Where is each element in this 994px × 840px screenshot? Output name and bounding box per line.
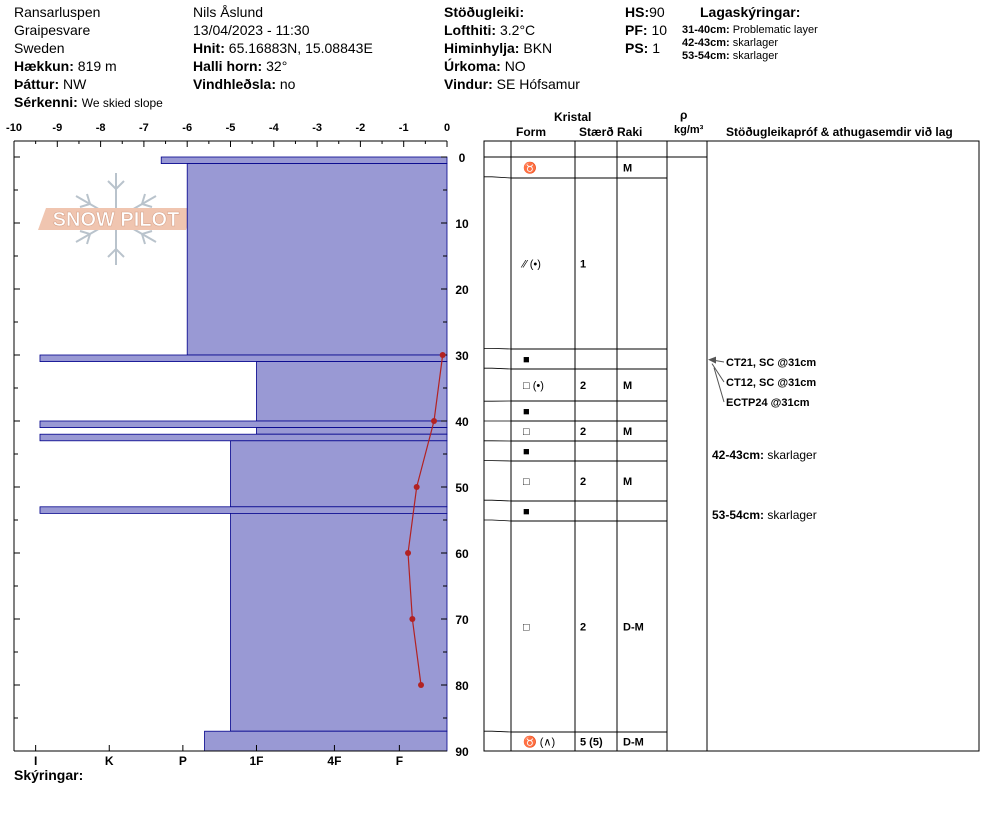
layer-note: 42-43cm: skarlager — [682, 37, 779, 49]
depth-connector — [484, 500, 511, 501]
grain-size: 1 — [580, 258, 587, 271]
grain-form: □ (•) — [523, 380, 544, 392]
hardness-bar — [231, 513, 448, 731]
depth-connector — [484, 368, 511, 369]
moisture-value: M — [623, 162, 633, 175]
depth-tick-label: 10 — [455, 217, 469, 231]
hardness-bar — [205, 731, 447, 751]
snow-height: HS:90 — [625, 4, 665, 20]
datetime: 13/04/2023 - 11:30 — [193, 22, 310, 38]
depth-connector — [484, 731, 511, 732]
depth-connector — [484, 177, 511, 178]
temp-tick-label: -2 — [355, 122, 366, 134]
stability-test: ECTP24 @31cm — [726, 397, 810, 409]
grain-size: 2 — [580, 426, 587, 438]
hardness-bar — [40, 421, 447, 428]
grain-form: □ — [523, 426, 530, 438]
grain-form: ■ — [523, 506, 530, 518]
density-unit: kg/m³ — [674, 124, 704, 136]
layer-comment: 42-43cm: skarlager — [712, 448, 817, 462]
hardness-bar — [40, 434, 447, 441]
temperature-point — [431, 418, 437, 424]
temp-tick-label: -8 — [95, 122, 106, 134]
moisture-value: M — [623, 380, 633, 392]
depth-tick-label: 0 — [458, 151, 466, 165]
hardness-bar — [40, 355, 447, 362]
depth-connector — [484, 520, 511, 521]
temperature-point — [414, 484, 420, 490]
layer-note: 31-40cm: Problematic layer — [682, 24, 818, 36]
depth-tick-label: 80 — [455, 679, 469, 693]
grain-form: ■ — [523, 446, 530, 458]
hardness-bar — [187, 164, 447, 355]
comments-header: Stöðugleikapróf & athugasemdir við lag — [726, 125, 953, 139]
wind: Vindur: SE Hófsamur — [444, 76, 580, 92]
hardness-tick-label: I — [33, 754, 38, 768]
grain-size: 2 — [580, 621, 587, 634]
depth-tick-label: 50 — [455, 481, 469, 495]
location: Ransarluspen — [14, 4, 101, 20]
depth-tick-label: 90 — [455, 745, 469, 759]
stability-test: CT21, SC @31cm — [726, 357, 817, 369]
density-symbol: ρ — [680, 108, 688, 122]
logo-text: SNOW PILOT — [52, 209, 180, 231]
stability-test: CT12, SC @31cm — [726, 377, 817, 389]
hardness-tick-label: 1F — [249, 754, 264, 768]
temperature-point — [440, 352, 446, 358]
grain-size: 2 — [580, 476, 587, 488]
temp-tick-label: -4 — [268, 122, 279, 134]
grain-form: □ — [523, 621, 530, 634]
grain-form: ♉ (∧) — [523, 736, 556, 749]
hardness-bar — [256, 428, 447, 435]
test-arrow — [712, 364, 724, 382]
test-arrow — [714, 368, 724, 402]
size-header: Stærð — [579, 125, 614, 139]
hardness-tick-label: F — [395, 754, 404, 768]
foot-penetration: PF: 10 — [625, 22, 668, 38]
layer-notes-title: Lagaskýringar: — [700, 4, 801, 20]
temperature-point — [409, 616, 415, 622]
temp-tick-label: -1 — [398, 122, 409, 134]
temp-tick-label: -6 — [182, 122, 193, 134]
temperature-point — [418, 682, 424, 688]
temperature-point — [405, 550, 411, 556]
crystal-header: Kristal — [554, 110, 592, 124]
elevation: Hækkun: 819 m — [14, 58, 117, 74]
features: Sérkenni: We skied slope — [14, 94, 163, 110]
stability-label: Stöðugleiki: — [444, 4, 525, 20]
country: Sweden — [14, 40, 65, 56]
depth-tick-label: 70 — [455, 613, 469, 627]
hardness-tick-label: P — [178, 754, 187, 768]
hardness-tick-label: K — [104, 754, 114, 768]
layer-note: 53-54cm: skarlager — [682, 50, 779, 62]
hardness-bar — [256, 362, 447, 421]
sky-cover: Himinhylja: BKN — [444, 40, 553, 56]
notes-label: Skýringar: — [14, 767, 84, 783]
slope: Halli horn: 32° — [193, 58, 288, 74]
layer-table-border — [484, 141, 979, 751]
layer-comment: 53-54cm: skarlager — [712, 508, 817, 522]
observer: Nils Åslund — [193, 4, 264, 20]
ski-penetration: PS: 1 — [625, 40, 661, 56]
temp-tick-label: -3 — [312, 122, 322, 134]
moisture-value: D-M — [623, 621, 644, 634]
temp-tick-label: -10 — [6, 122, 22, 134]
air-temp: Lofthiti: 3.2°C — [444, 22, 536, 38]
depth-tick-label: 60 — [455, 547, 469, 561]
grain-form: ⁄⁄ (•) — [523, 258, 541, 271]
grain-form: ♉ — [523, 162, 537, 175]
temp-tick-label: -9 — [52, 122, 63, 134]
moisture-value: D-M — [623, 736, 644, 749]
moisture-value: M — [623, 426, 633, 438]
grain-form: ■ — [523, 354, 530, 366]
temp-tick-label: 0 — [443, 122, 451, 134]
coords: Hnit: 65.16883N, 15.08843E — [193, 40, 373, 56]
depth-tick-label: 20 — [455, 283, 469, 297]
temp-tick-label: -7 — [139, 122, 149, 134]
grain-form: ■ — [523, 406, 530, 418]
depth-tick-label: 30 — [455, 349, 469, 363]
snowpilot-logo — [38, 173, 194, 265]
depth-connector — [484, 348, 511, 349]
arrow-head — [708, 357, 716, 364]
hardness-bar — [231, 441, 448, 507]
temp-tick-label: -5 — [225, 122, 236, 134]
hardness-tick-label: 4F — [327, 754, 342, 768]
hardness-bar — [40, 507, 447, 514]
wind-loading: Vindhleðsla: no — [193, 76, 296, 92]
precipitation: Úrkoma: NO — [444, 58, 526, 74]
moisture-value: M — [623, 476, 633, 488]
grain-size: 5 (5) — [580, 736, 603, 749]
range: Graipesvare — [14, 22, 91, 38]
depth-tick-label: 40 — [455, 415, 469, 429]
form-header: Form — [516, 125, 546, 139]
grain-size: 2 — [580, 380, 587, 392]
aspect: Þáttur: NW — [14, 76, 87, 92]
hardness-bar — [161, 157, 447, 164]
grain-form: □ — [523, 476, 530, 488]
moisture-header: Raki — [617, 125, 643, 139]
